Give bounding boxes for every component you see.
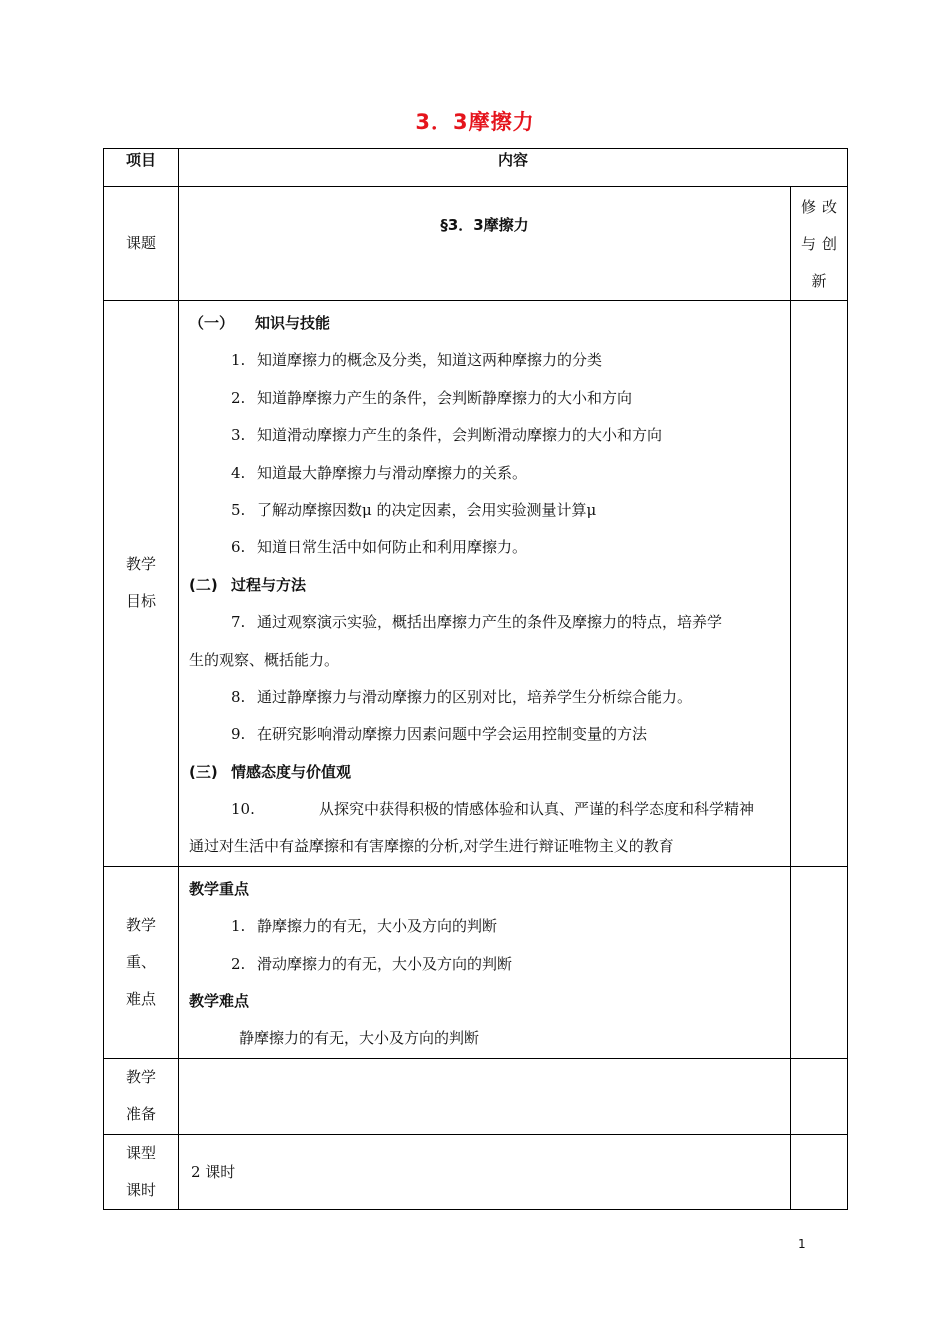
section-heading bbox=[189, 754, 782, 791]
modify-line: 与创 bbox=[801, 235, 844, 253]
lesson-type-cell bbox=[179, 1134, 791, 1209]
focus-item bbox=[189, 908, 782, 945]
section-title: 过程与方法 bbox=[231, 575, 307, 594]
item-number: 2. bbox=[231, 388, 246, 407]
item-text: 静摩擦力的有无，大小及方向的判断 bbox=[257, 917, 498, 936]
preparation-label bbox=[104, 1058, 179, 1134]
header-item: 项目 bbox=[104, 149, 179, 187]
section-heading bbox=[189, 305, 782, 342]
item-number: 3. bbox=[231, 426, 246, 445]
item-text: 知道静摩擦力产生的条件，会判断静摩擦力的大小和方向 bbox=[257, 388, 633, 407]
objective-item bbox=[189, 716, 782, 753]
lesson-type-row bbox=[104, 1134, 848, 1209]
objectives-label bbox=[104, 301, 179, 867]
objectives-content bbox=[179, 301, 791, 867]
section-tag: (三) bbox=[189, 762, 218, 781]
key-points-label bbox=[104, 866, 179, 1058]
modify-cell bbox=[791, 1134, 848, 1209]
item-number: 8. bbox=[231, 687, 246, 706]
objective-item bbox=[189, 529, 782, 566]
modify-line: 新 bbox=[811, 272, 833, 290]
objective-item bbox=[189, 417, 782, 454]
item-number: 7. bbox=[231, 613, 246, 632]
section-title: 知识与技能 bbox=[255, 314, 331, 332]
topic-row bbox=[104, 187, 848, 301]
item-text: 从探究中获得积极的情感体验和认真、严谨的科学态度和科学精神 bbox=[319, 800, 755, 819]
objective-item bbox=[189, 342, 782, 379]
key-points-content bbox=[179, 866, 791, 1058]
objective-item bbox=[189, 679, 782, 716]
preparation-value bbox=[179, 1058, 791, 1134]
item-number: 6. bbox=[231, 538, 246, 557]
item-text: 知道最大静摩擦力与滑动摩擦力的关系。 bbox=[257, 463, 528, 482]
item-number: 4. bbox=[231, 463, 246, 482]
objective-item bbox=[189, 380, 782, 417]
item-text: 知道滑动摩擦力产生的条件，会判断滑动摩擦力的大小和方向 bbox=[257, 426, 663, 445]
item-continuation: 生的观察、概括能力。 bbox=[189, 650, 340, 669]
item-continuation: 通过对生活中有益摩擦和有害摩擦的分析,对学生进行辩证唯物主义的教育 bbox=[189, 837, 674, 856]
label-line: 课时 bbox=[125, 1180, 156, 1199]
item-text: 滑动摩擦力的有无，大小及方向的判断 bbox=[257, 954, 513, 973]
item-text: 在研究影响滑动摩擦力因素问题中学会运用控制变量的方法 bbox=[257, 725, 648, 744]
label-line: 重、 bbox=[125, 952, 156, 971]
section-heading bbox=[189, 567, 782, 604]
label-line: 教学 bbox=[125, 555, 156, 574]
preparation-row bbox=[104, 1058, 848, 1134]
focus-title: 教学重点 bbox=[189, 879, 250, 898]
page-number: 1 bbox=[798, 1237, 806, 1251]
item-number: 1. bbox=[231, 917, 246, 936]
objective-item bbox=[189, 604, 782, 641]
label-line: 课型 bbox=[125, 1143, 156, 1162]
item-number: 9. bbox=[231, 725, 246, 744]
modify-column-label bbox=[791, 187, 848, 301]
section-tag: (二) bbox=[189, 575, 218, 594]
item-number: 5. bbox=[231, 500, 246, 519]
label-line: 目标 bbox=[125, 592, 156, 611]
lesson-plan-table bbox=[103, 148, 848, 1210]
modify-cell bbox=[791, 866, 848, 1058]
modify-cell bbox=[791, 301, 848, 867]
label-line: 准备 bbox=[125, 1105, 156, 1124]
header-row bbox=[104, 149, 848, 187]
item-number: 1. bbox=[231, 351, 246, 370]
label-line: 难点 bbox=[125, 989, 156, 1008]
section-title: 情感态度与价值观 bbox=[231, 762, 352, 781]
item-text: 通过静摩擦力与滑动摩擦力的区别对比，培养学生分析综合能力。 bbox=[257, 687, 693, 706]
lesson-type-label bbox=[104, 1134, 179, 1209]
item-number: 10. bbox=[231, 800, 255, 819]
topic-value: §3．3摩擦力 bbox=[179, 187, 791, 301]
modify-cell bbox=[791, 1058, 848, 1134]
label-line: 教学 bbox=[125, 1068, 156, 1087]
header-content: 内容 bbox=[179, 149, 848, 187]
label-line: 教学 bbox=[125, 915, 156, 934]
modify-line: 修改 bbox=[801, 198, 844, 216]
item-text: 知道日常生活中如何防止和利用摩擦力。 bbox=[257, 538, 528, 557]
difficulty-title: 教学难点 bbox=[189, 992, 250, 1011]
key-points-row bbox=[104, 866, 848, 1058]
lesson-type-value: 2 课时 bbox=[191, 1163, 236, 1182]
focus-item bbox=[189, 946, 782, 983]
objectives-row bbox=[104, 301, 848, 867]
item-text: 知道摩擦力的概念及分类，知道这两种摩擦力的分类 bbox=[257, 351, 603, 370]
topic-label: 课题 bbox=[104, 187, 179, 301]
item-text: 通过观察演示实验，概括出摩擦力产生的条件及摩擦力的特点，培养学 bbox=[257, 613, 723, 632]
item-text: 了解动摩擦因数μ 的决定因素，会用实验测量计算μ bbox=[257, 500, 597, 519]
objective-item bbox=[189, 455, 782, 492]
objective-item bbox=[189, 492, 782, 529]
objective-item bbox=[189, 791, 782, 828]
difficulty-text: 静摩擦力的有无，大小及方向的判断 bbox=[239, 1029, 480, 1048]
document-title: 3．3摩擦力 bbox=[415, 110, 535, 134]
item-number: 2. bbox=[231, 954, 246, 973]
section-tag: （一） bbox=[189, 314, 235, 332]
